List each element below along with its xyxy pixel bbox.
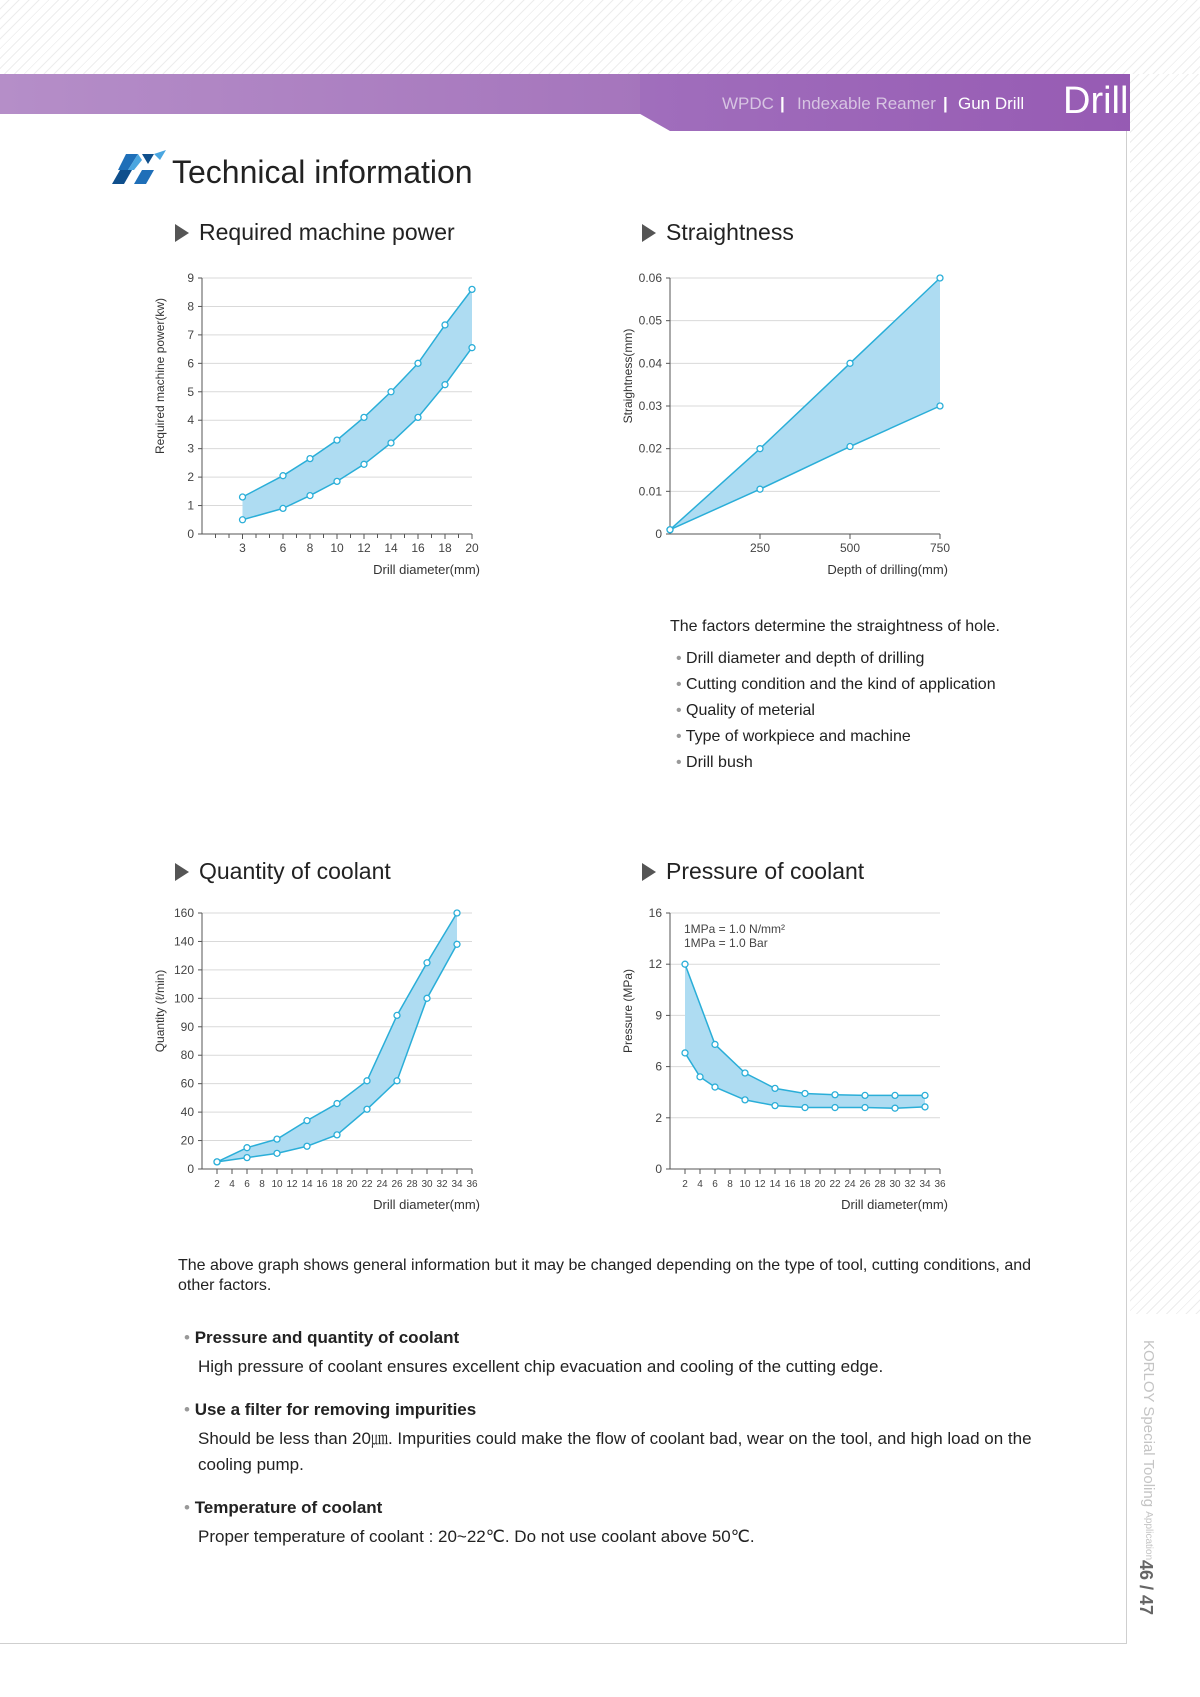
tip-item	[184, 1400, 1064, 1478]
data-point	[415, 414, 421, 420]
x-tick-label: 10	[330, 541, 344, 555]
x-tick-label: 12	[357, 541, 371, 555]
x-tick-label: 14	[384, 541, 398, 555]
y-tick-label: 90	[180, 1019, 194, 1034]
section-title: Drill	[1063, 80, 1129, 122]
list-item: • Type of workpiece and machine	[670, 728, 1000, 746]
nav-indexable-reamer[interactable]: Indexable Reamer	[797, 94, 936, 113]
x-tick-label: 8	[306, 541, 314, 555]
page-number: 46 / 47	[1136, 1560, 1156, 1616]
straightness-factors	[670, 618, 1000, 780]
x-tick-label: 26	[859, 1179, 871, 1190]
x-tick-label: 18	[331, 1179, 343, 1190]
y-tick-label: 80	[180, 1048, 194, 1063]
data-point	[802, 1105, 808, 1111]
data-point	[469, 345, 475, 351]
data-point	[742, 1070, 748, 1076]
data-point	[244, 1155, 250, 1161]
x-tick-label: 36	[934, 1179, 946, 1190]
chart-power	[140, 270, 520, 590]
y-tick-label: 20	[180, 1133, 194, 1148]
x-tick-label: 22	[829, 1179, 841, 1190]
data-point	[682, 961, 688, 967]
x-tick-label: 14	[769, 1179, 781, 1190]
data-point	[240, 494, 246, 500]
graph-note: The above graph shows general information but it may be changed depending on the type of tool, cutting conditions, and other factors.	[178, 1257, 1032, 1294]
tip-title: • Use a filter for removing impurities	[184, 1400, 1064, 1420]
data-point	[862, 1105, 868, 1111]
triangle-bullet-icon	[175, 224, 189, 242]
series-band	[217, 913, 457, 1162]
y-axis-label: Straightness(mm)	[621, 328, 635, 424]
data-point	[307, 456, 313, 462]
y-tick-label: 7	[187, 327, 194, 342]
x-tick-label: 28	[874, 1179, 886, 1190]
x-tick-label: 20	[465, 541, 479, 555]
data-point	[757, 446, 763, 452]
y-tick-label: 120	[173, 962, 194, 977]
tip-body: Proper temperature of coolant : 20~22℃. Do not use coolant above 50℃.	[198, 1527, 755, 1546]
data-point	[394, 1012, 400, 1018]
y-tick-label: 6	[655, 1059, 662, 1074]
x-tick-label: 26	[391, 1179, 403, 1190]
series-band	[243, 289, 473, 519]
data-point	[280, 505, 286, 511]
heading-quantity: Quantity of coolant	[175, 858, 391, 885]
x-tick-label: 4	[229, 1179, 235, 1190]
side-hatch	[1130, 74, 1200, 1314]
y-tick-label: 9	[187, 271, 194, 285]
data-point	[442, 322, 448, 328]
y-tick-label: 0	[187, 1162, 194, 1176]
y-tick-label: 6	[187, 356, 194, 371]
chart-annotation: 1MPa = 1.0 Bar	[684, 936, 768, 950]
data-point	[772, 1103, 778, 1109]
x-tick-label: 2	[682, 1179, 688, 1190]
data-point	[394, 1078, 400, 1084]
data-point	[922, 1092, 928, 1098]
data-point	[454, 941, 460, 947]
x-tick-label: 10	[271, 1179, 283, 1190]
x-tick-label: 18	[799, 1179, 811, 1190]
data-point	[892, 1092, 898, 1098]
x-tick-label: 6	[244, 1179, 250, 1190]
side-divider	[1126, 131, 1127, 1643]
data-point	[274, 1150, 280, 1156]
tip-body: Should be less than 20㎛. Impurities could make the flow of coolant bad, wear on the tool, and high load on the cooling pump.	[198, 1429, 1032, 1474]
triangle-bullet-icon	[175, 863, 189, 881]
triangle-bullet-icon	[642, 863, 656, 881]
nav-wpdc[interactable]: WPDC	[722, 94, 774, 113]
heading-straightness: Straightness	[642, 219, 794, 246]
bottom-divider	[0, 1643, 1127, 1644]
x-tick-label: 2	[214, 1179, 220, 1190]
x-axis-label: Drill diameter(mm)	[841, 1197, 948, 1212]
y-tick-label: 2	[187, 470, 194, 485]
brand-logo-icon	[112, 150, 166, 188]
y-tick-label: 0	[655, 527, 662, 541]
y-tick-label: 5	[187, 384, 194, 399]
x-tick-label: 30	[889, 1179, 901, 1190]
tip-title: • Temperature of coolant	[184, 1498, 1064, 1518]
data-point	[364, 1106, 370, 1112]
x-axis-label: Depth of drilling(mm)	[827, 562, 948, 577]
y-tick-label: 0	[655, 1162, 662, 1176]
x-tick-label: 8	[259, 1179, 265, 1190]
tip-body: High pressure of coolant ensures excellent chip evacuation and cooling of the cutting edge.	[198, 1357, 884, 1376]
nav-separator: |	[943, 94, 948, 113]
y-tick-label: 40	[180, 1105, 194, 1120]
x-tick-label: 10	[739, 1179, 751, 1190]
data-point	[388, 389, 394, 395]
nav-gun-drill[interactable]: Gun Drill	[958, 94, 1025, 113]
header-hatch	[0, 0, 1200, 74]
x-tick-label: 6	[712, 1179, 718, 1190]
data-point	[847, 360, 853, 366]
nav-separator: |	[780, 94, 785, 113]
page-title: Technical information	[172, 154, 473, 190]
y-tick-label: 60	[180, 1076, 194, 1091]
chart-pressure	[608, 905, 988, 1225]
data-point	[862, 1092, 868, 1098]
data-point	[364, 1078, 370, 1084]
x-tick-label: 34	[919, 1179, 931, 1190]
y-axis-label: Pressure (MPa)	[621, 968, 635, 1054]
y-tick-label: 0.05	[638, 313, 662, 328]
y-axis-label: Required machine power(kw)	[153, 297, 167, 455]
factors-intro: The factors determine the straightness of hole.	[670, 618, 1000, 635]
data-point	[334, 1132, 340, 1138]
tip-item	[184, 1498, 1064, 1550]
y-tick-label: 0	[187, 527, 194, 541]
heading-pressure: Pressure of coolant	[642, 858, 864, 885]
x-tick-label: 30	[421, 1179, 433, 1190]
y-tick-label: 16	[648, 906, 662, 920]
tip-title: • Pressure and quantity of coolant	[184, 1328, 1064, 1348]
x-tick-label: 18	[438, 541, 452, 555]
data-point	[334, 437, 340, 443]
data-point	[274, 1136, 280, 1142]
y-tick-label: 100	[173, 991, 194, 1006]
list-item: • Cutting condition and the kind of application	[670, 676, 1000, 694]
list-item: • Drill diameter and depth of drilling	[670, 650, 1000, 668]
data-point	[469, 286, 475, 292]
data-point	[240, 517, 246, 523]
y-tick-label: 2	[655, 1110, 662, 1125]
data-point	[682, 1050, 688, 1056]
y-axis-label: Quantity (ℓ/min)	[153, 969, 167, 1053]
heading-power: Required machine power	[175, 219, 455, 246]
tip-item	[184, 1328, 1064, 1380]
data-point	[832, 1105, 838, 1111]
list-item: • Quality of meterial	[670, 702, 1000, 720]
x-tick-label: 24	[376, 1179, 388, 1190]
data-point	[712, 1084, 718, 1090]
series-band	[685, 964, 925, 1108]
chart-annotation: 1MPa = 1.0 N/mm²	[684, 922, 786, 936]
data-point	[697, 1074, 703, 1080]
data-point	[415, 360, 421, 366]
x-tick-label: 36	[466, 1179, 478, 1190]
y-tick-label: 9	[655, 1008, 662, 1023]
data-point	[454, 910, 460, 916]
data-point	[334, 1101, 340, 1107]
data-point	[280, 473, 286, 479]
data-point	[424, 960, 430, 966]
y-tick-label: 1	[187, 498, 194, 513]
data-point	[742, 1097, 748, 1103]
data-point	[892, 1105, 898, 1111]
y-tick-label: 160	[173, 906, 194, 920]
x-tick-label: 12	[286, 1179, 298, 1190]
x-axis-label: Drill diameter(mm)	[373, 562, 480, 577]
data-point	[304, 1118, 310, 1124]
data-point	[922, 1104, 928, 1110]
data-point	[802, 1090, 808, 1096]
y-tick-label: 0.04	[638, 356, 662, 371]
data-point	[244, 1145, 250, 1151]
x-tick-label: 6	[279, 541, 287, 555]
x-tick-label: 14	[301, 1179, 313, 1190]
x-tick-label: 24	[844, 1179, 856, 1190]
data-point	[361, 461, 367, 467]
x-tick-label: 20	[346, 1179, 358, 1190]
data-point	[937, 403, 943, 409]
chart-quantity	[140, 905, 520, 1225]
data-point	[304, 1143, 310, 1149]
x-tick-label: 250	[749, 541, 771, 555]
x-tick-label: 16	[316, 1179, 328, 1190]
data-point	[712, 1041, 718, 1047]
y-tick-label: 4	[187, 413, 194, 428]
data-point	[361, 414, 367, 420]
x-tick-label: 500	[839, 541, 861, 555]
x-tick-label: 34	[451, 1179, 463, 1190]
x-tick-label: 8	[727, 1179, 733, 1190]
data-point	[667, 527, 673, 533]
data-point	[772, 1085, 778, 1091]
data-point	[937, 275, 943, 281]
y-tick-label: 0.06	[638, 271, 662, 285]
y-tick-label: 0.03	[638, 399, 662, 413]
x-tick-label: 20	[814, 1179, 826, 1190]
x-tick-label: 22	[361, 1179, 373, 1190]
y-tick-label: 140	[173, 934, 194, 949]
y-tick-label: 0.01	[638, 484, 662, 499]
x-tick-label: 16	[411, 541, 425, 555]
data-point	[442, 382, 448, 388]
y-tick-label: 8	[187, 299, 194, 314]
x-tick-label: 28	[406, 1179, 418, 1190]
side-brand: KORLOY Special Tooling Application	[1140, 1340, 1157, 1561]
side-brand-small: Application	[1143, 1511, 1154, 1561]
data-point	[307, 493, 313, 499]
x-tick-label: 4	[697, 1179, 703, 1190]
data-point	[388, 440, 394, 446]
data-point	[214, 1159, 220, 1165]
y-tick-label: 3	[187, 441, 194, 456]
data-point	[847, 444, 853, 450]
chart-straightness	[608, 270, 988, 590]
data-point	[757, 486, 763, 492]
x-tick-label: 12	[754, 1179, 766, 1190]
x-tick-label: 32	[436, 1179, 448, 1190]
x-tick-label: 32	[904, 1179, 916, 1190]
y-tick-label: 0.02	[638, 441, 662, 456]
x-axis-label: Drill diameter(mm)	[373, 1197, 480, 1212]
list-item: • Drill bush	[670, 754, 1000, 772]
y-tick-label: 12	[648, 957, 662, 972]
x-tick-label: 3	[239, 541, 246, 555]
x-tick-label: 750	[929, 541, 951, 555]
x-tick-label: 16	[784, 1179, 796, 1190]
data-point	[424, 995, 430, 1001]
data-point	[832, 1092, 838, 1098]
triangle-bullet-icon	[642, 224, 656, 242]
coolant-tips	[184, 1328, 1064, 1570]
data-point	[334, 478, 340, 484]
